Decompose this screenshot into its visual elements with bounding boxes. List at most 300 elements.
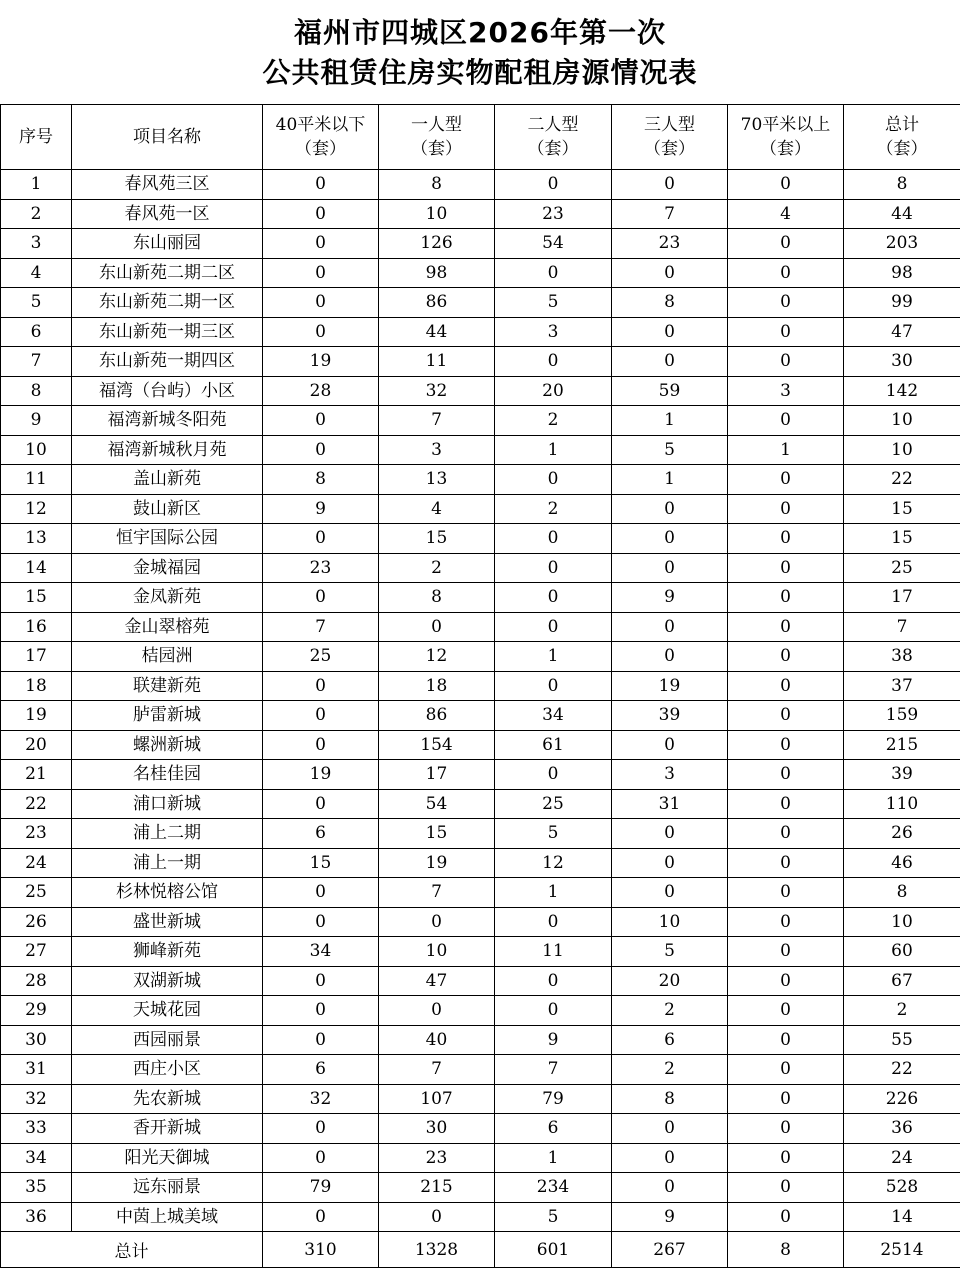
header-over-70: 70平米以上 （套）: [728, 105, 844, 170]
cell-over-70: 0: [728, 1084, 844, 1114]
total-row: [1, 1232, 960, 1268]
cell-project-name: 鼓山新区: [72, 494, 263, 524]
table-row: [1, 524, 960, 554]
cell-under-40: 25: [263, 642, 379, 672]
cell-three-person: 0: [612, 258, 728, 288]
cell-project-name: 香开新城: [72, 1114, 263, 1144]
cell-three-person: 9: [612, 583, 728, 613]
cell-over-70: 0: [728, 170, 844, 200]
cell-three-person: 0: [612, 730, 728, 760]
cell-under-40: 0: [263, 229, 379, 259]
cell-index: 4: [1, 258, 72, 288]
cell-under-40: 0: [263, 406, 379, 436]
table-row: [1, 376, 960, 406]
cell-over-70: 0: [728, 789, 844, 819]
cell-one-person: 4: [379, 494, 495, 524]
cell-one-person: 47: [379, 966, 495, 996]
cell-one-person: 13: [379, 465, 495, 495]
cell-total: 110: [844, 789, 960, 819]
table-row: [1, 642, 960, 672]
cell-one-person: 98: [379, 258, 495, 288]
cell-total: 98: [844, 258, 960, 288]
cell-two-person: 12: [495, 848, 612, 878]
cell-three-person: 0: [612, 1114, 728, 1144]
cell-two-person: 1: [495, 435, 612, 465]
cell-three-person: 20: [612, 966, 728, 996]
cell-over-70: 0: [728, 288, 844, 318]
cell-index: 20: [1, 730, 72, 760]
cell-total: 38: [844, 642, 960, 672]
cell-project-name: 福湾（台屿）小区: [72, 376, 263, 406]
cell-over-70: 3: [728, 376, 844, 406]
cell-over-70: 0: [728, 1055, 844, 1085]
cell-project-name: 浦上二期: [72, 819, 263, 849]
cell-over-70: 0: [728, 317, 844, 347]
cell-total: 67: [844, 966, 960, 996]
cell-three-person: 0: [612, 494, 728, 524]
cell-one-person: 12: [379, 642, 495, 672]
cell-project-name: 中茵上城美域: [72, 1202, 263, 1232]
cell-index: 29: [1, 996, 72, 1026]
cell-total: 22: [844, 465, 960, 495]
cell-three-person: 10: [612, 907, 728, 937]
cell-over-70: 0: [728, 937, 844, 967]
cell-project-name: 盛世新城: [72, 907, 263, 937]
cell-three-person: 19: [612, 671, 728, 701]
cell-project-name: 螺洲新城: [72, 730, 263, 760]
header-index: 序号: [1, 105, 72, 170]
cell-two-person: 2: [495, 406, 612, 436]
cell-index: 10: [1, 435, 72, 465]
cell-over-70: 0: [728, 406, 844, 436]
cell-project-name: 东山丽园: [72, 229, 263, 259]
cell-total: 15: [844, 524, 960, 554]
cell-project-name: 浦上一期: [72, 848, 263, 878]
cell-index: 2: [1, 199, 72, 229]
cell-three-person: 9: [612, 1202, 728, 1232]
table-row: [1, 1055, 960, 1085]
cell-project-name: 阳光天御城: [72, 1143, 263, 1173]
cell-index: 34: [1, 1143, 72, 1173]
cell-one-person: 15: [379, 524, 495, 554]
cell-under-40: 32: [263, 1084, 379, 1114]
cell-total: 226: [844, 1084, 960, 1114]
cell-two-person: 0: [495, 907, 612, 937]
table-row: [1, 435, 960, 465]
cell-project-name: 金山翠榕苑: [72, 612, 263, 642]
cell-under-40: 0: [263, 199, 379, 229]
cell-over-70: 0: [728, 494, 844, 524]
table-row: [1, 553, 960, 583]
cell-under-40: 0: [263, 170, 379, 200]
table-row: [1, 996, 960, 1026]
table-row: [1, 907, 960, 937]
cell-under-40: 0: [263, 583, 379, 613]
cell-over-70: 0: [728, 583, 844, 613]
cell-project-name: 桔园洲: [72, 642, 263, 672]
cell-two-person: 3: [495, 317, 612, 347]
cell-two-person: 5: [495, 288, 612, 318]
cell-three-person: 0: [612, 612, 728, 642]
cell-under-40: 34: [263, 937, 379, 967]
cell-three-person: 0: [612, 347, 728, 377]
cell-one-person: 8: [379, 583, 495, 613]
cell-one-person: 7: [379, 406, 495, 436]
cell-one-person: 0: [379, 907, 495, 937]
cell-total: 25: [844, 553, 960, 583]
cell-three-person: 8: [612, 288, 728, 318]
cell-over-70: 0: [728, 229, 844, 259]
cell-index: 36: [1, 1202, 72, 1232]
header-three-person: 三人型 （套）: [612, 105, 728, 170]
cell-total: 2: [844, 996, 960, 1026]
cell-over-70: 0: [728, 730, 844, 760]
cell-over-70: 0: [728, 878, 844, 908]
cell-under-40: 15: [263, 848, 379, 878]
cell-project-name: 金城福园: [72, 553, 263, 583]
cell-index: 18: [1, 671, 72, 701]
cell-three-person: 3: [612, 760, 728, 790]
cell-one-person: 7: [379, 1055, 495, 1085]
table-row: [1, 760, 960, 790]
cell-over-70: 0: [728, 848, 844, 878]
cell-two-person: 0: [495, 671, 612, 701]
cell-index: 13: [1, 524, 72, 554]
cell-over-70: 0: [728, 1143, 844, 1173]
cell-over-70: 0: [728, 553, 844, 583]
cell-under-40: 8: [263, 465, 379, 495]
cell-under-40: 0: [263, 671, 379, 701]
cell-one-person: 23: [379, 1143, 495, 1173]
header-project-name: 项目名称: [72, 105, 263, 170]
cell-total: 15: [844, 494, 960, 524]
cell-two-person: 34: [495, 701, 612, 731]
cell-one-person: 10: [379, 199, 495, 229]
table-row: [1, 1202, 960, 1232]
cell-three-person: 0: [612, 1173, 728, 1203]
cell-three-person: 5: [612, 435, 728, 465]
cell-over-70: 0: [728, 1114, 844, 1144]
cell-one-person: 8: [379, 170, 495, 200]
table-row: [1, 848, 960, 878]
cell-project-name: 双湖新城: [72, 966, 263, 996]
cell-over-70: 0: [728, 1173, 844, 1203]
cell-project-name: 福湾新城秋月苑: [72, 435, 263, 465]
cell-one-person: 86: [379, 288, 495, 318]
cell-total: 36: [844, 1114, 960, 1144]
cell-over-70: 0: [728, 258, 844, 288]
cell-project-name: 春风苑三区: [72, 170, 263, 200]
cell-total: 46: [844, 848, 960, 878]
cell-one-person: 44: [379, 317, 495, 347]
cell-two-person: 0: [495, 583, 612, 613]
table-row: [1, 583, 960, 613]
cell-total: 10: [844, 406, 960, 436]
cell-total: 44: [844, 199, 960, 229]
table-row: [1, 347, 960, 377]
cell-index: 3: [1, 229, 72, 259]
title-line-1: 福州市四城区2026年第一次: [294, 16, 666, 49]
table-row: [1, 1025, 960, 1055]
cell-three-person: 7: [612, 199, 728, 229]
cell-three-person: 8: [612, 1084, 728, 1114]
cell-one-person: 7: [379, 878, 495, 908]
cell-two-person: 0: [495, 996, 612, 1026]
cell-two-person: 0: [495, 170, 612, 200]
table-row: [1, 1173, 960, 1203]
cell-total: 7: [844, 612, 960, 642]
cell-two-person: 1: [495, 642, 612, 672]
cell-index: 6: [1, 317, 72, 347]
cell-total: 8: [844, 878, 960, 908]
cell-total: 203: [844, 229, 960, 259]
cell-total: 142: [844, 376, 960, 406]
cell-two-person: 54: [495, 229, 612, 259]
cell-index: 25: [1, 878, 72, 908]
cell-under-40: 9: [263, 494, 379, 524]
table-row: [1, 819, 960, 849]
cell-index: 14: [1, 553, 72, 583]
cell-project-name: 浦口新城: [72, 789, 263, 819]
cell-two-person: 1: [495, 878, 612, 908]
cell-index: 11: [1, 465, 72, 495]
title-line-2: 公共租赁住房实物配租房源情况表: [262, 56, 698, 89]
cell-total: 30: [844, 347, 960, 377]
cell-over-70: 0: [728, 907, 844, 937]
cell-three-person: 59: [612, 376, 728, 406]
cell-two-person: 1: [495, 1143, 612, 1173]
cell-under-40: 28: [263, 376, 379, 406]
cell-three-person: 2: [612, 1055, 728, 1085]
cell-index: 9: [1, 406, 72, 436]
cell-over-70: 1: [728, 435, 844, 465]
cell-two-person: 0: [495, 258, 612, 288]
cell-two-person: 25: [495, 789, 612, 819]
cell-index: 31: [1, 1055, 72, 1085]
table-row: [1, 878, 960, 908]
table-body: [1, 170, 960, 1232]
cell-three-person: 1: [612, 465, 728, 495]
cell-over-70: 0: [728, 966, 844, 996]
cell-one-person: 17: [379, 760, 495, 790]
cell-index: 27: [1, 937, 72, 967]
cell-project-name: 东山新苑一期三区: [72, 317, 263, 347]
cell-two-person: 0: [495, 553, 612, 583]
cell-project-name: 西园丽景: [72, 1025, 263, 1055]
cell-over-70: 0: [728, 524, 844, 554]
cell-three-person: 0: [612, 642, 728, 672]
table-row: [1, 229, 960, 259]
cell-two-person: 9: [495, 1025, 612, 1055]
cell-project-name: 胪雷新城: [72, 701, 263, 731]
cell-under-40: 0: [263, 1025, 379, 1055]
table-row: [1, 258, 960, 288]
cell-under-40: 0: [263, 878, 379, 908]
cell-total: 17: [844, 583, 960, 613]
cell-three-person: 0: [612, 848, 728, 878]
cell-under-40: 0: [263, 730, 379, 760]
cell-project-name: 盖山新苑: [72, 465, 263, 495]
cell-under-40: 0: [263, 288, 379, 318]
cell-under-40: 0: [263, 1143, 379, 1173]
cell-under-40: 0: [263, 1114, 379, 1144]
cell-two-person: 5: [495, 819, 612, 849]
table-row: [1, 494, 960, 524]
cell-under-40: 0: [263, 1202, 379, 1232]
cell-project-name: 狮峰新苑: [72, 937, 263, 967]
cell-over-70: 0: [728, 671, 844, 701]
cell-one-person: 215: [379, 1173, 495, 1203]
cell-under-40: 0: [263, 524, 379, 554]
housing-table: [0, 104, 960, 1268]
table-row: [1, 199, 960, 229]
cell-one-person: 0: [379, 996, 495, 1026]
cell-over-70: 0: [728, 701, 844, 731]
cell-two-person: 0: [495, 760, 612, 790]
cell-total: 14: [844, 1202, 960, 1232]
cell-index: 15: [1, 583, 72, 613]
cell-one-person: 19: [379, 848, 495, 878]
header-under-40: 40平米以下 （套）: [263, 105, 379, 170]
cell-total: 24: [844, 1143, 960, 1173]
cell-one-person: 54: [379, 789, 495, 819]
table-row: [1, 1084, 960, 1114]
cell-two-person: 0: [495, 347, 612, 377]
cell-two-person: 23: [495, 199, 612, 229]
cell-index: 16: [1, 612, 72, 642]
cell-total: 99: [844, 288, 960, 318]
table-row: [1, 966, 960, 996]
table-row: [1, 701, 960, 731]
cell-two-person: 7: [495, 1055, 612, 1085]
cell-one-person: 0: [379, 1202, 495, 1232]
cell-over-70: 0: [728, 996, 844, 1026]
cell-index: 26: [1, 907, 72, 937]
cell-project-name: 联建新苑: [72, 671, 263, 701]
cell-project-name: 春风苑一区: [72, 199, 263, 229]
cell-three-person: 0: [612, 170, 728, 200]
table-row: [1, 671, 960, 701]
cell-over-70: 0: [728, 612, 844, 642]
cell-one-person: 86: [379, 701, 495, 731]
cell-index: 30: [1, 1025, 72, 1055]
cell-over-70: 0: [728, 760, 844, 790]
cell-under-40: 0: [263, 701, 379, 731]
table-row: [1, 789, 960, 819]
cell-total: 60: [844, 937, 960, 967]
cell-over-70: 4: [728, 199, 844, 229]
cell-under-40: 6: [263, 1055, 379, 1085]
cell-index: 23: [1, 819, 72, 849]
cell-three-person: 0: [612, 1143, 728, 1173]
cell-project-name: 杉林悦榕公馆: [72, 878, 263, 908]
cell-project-name: 天城花园: [72, 996, 263, 1026]
table-row: [1, 1143, 960, 1173]
cell-two-person: 6: [495, 1114, 612, 1144]
table-row: [1, 170, 960, 200]
cell-three-person: 0: [612, 317, 728, 347]
cell-total: 39: [844, 760, 960, 790]
cell-one-person: 0: [379, 612, 495, 642]
cell-over-70: 0: [728, 1202, 844, 1232]
cell-one-person: 11: [379, 347, 495, 377]
cell-total: 55: [844, 1025, 960, 1055]
cell-under-40: 7: [263, 612, 379, 642]
cell-three-person: 39: [612, 701, 728, 731]
cell-two-person: 61: [495, 730, 612, 760]
cell-under-40: 19: [263, 347, 379, 377]
header-row: [1, 105, 960, 170]
cell-under-40: 0: [263, 435, 379, 465]
cell-over-70: 0: [728, 642, 844, 672]
table-row: [1, 406, 960, 436]
cell-project-name: 西庄小区: [72, 1055, 263, 1085]
cell-three-person: 31: [612, 789, 728, 819]
total-label: 总计: [1, 1232, 263, 1268]
cell-three-person: 1: [612, 406, 728, 436]
cell-one-person: 3: [379, 435, 495, 465]
cell-two-person: 0: [495, 465, 612, 495]
cell-three-person: 0: [612, 819, 728, 849]
header-two-person: 二人型 （套）: [495, 105, 612, 170]
header-total: 总计 （套）: [844, 105, 960, 170]
cell-three-person: 5: [612, 937, 728, 967]
cell-index: 12: [1, 494, 72, 524]
cell-index: 17: [1, 642, 72, 672]
cell-under-40: 0: [263, 789, 379, 819]
table-title: [0, 0, 960, 104]
total-cell: 601: [495, 1232, 612, 1268]
cell-one-person: 30: [379, 1114, 495, 1144]
cell-project-name: 名桂佳园: [72, 760, 263, 790]
total-cell: 2514: [844, 1232, 960, 1268]
cell-one-person: 154: [379, 730, 495, 760]
cell-total: 10: [844, 435, 960, 465]
cell-over-70: 0: [728, 465, 844, 495]
cell-one-person: 32: [379, 376, 495, 406]
cell-three-person: 2: [612, 996, 728, 1026]
cell-under-40: 6: [263, 819, 379, 849]
total-cell: 8: [728, 1232, 844, 1268]
cell-project-name: 东山新苑一期四区: [72, 347, 263, 377]
cell-one-person: 2: [379, 553, 495, 583]
total-cell: 310: [263, 1232, 379, 1268]
cell-project-name: 金凤新苑: [72, 583, 263, 613]
cell-total: 528: [844, 1173, 960, 1203]
cell-under-40: 0: [263, 966, 379, 996]
cell-one-person: 15: [379, 819, 495, 849]
cell-two-person: 2: [495, 494, 612, 524]
cell-index: 8: [1, 376, 72, 406]
cell-project-name: 东山新苑二期二区: [72, 258, 263, 288]
table-row: [1, 317, 960, 347]
cell-one-person: 107: [379, 1084, 495, 1114]
cell-two-person: 5: [495, 1202, 612, 1232]
cell-total: 26: [844, 819, 960, 849]
cell-over-70: 0: [728, 347, 844, 377]
cell-two-person: 79: [495, 1084, 612, 1114]
cell-under-40: 23: [263, 553, 379, 583]
cell-index: 28: [1, 966, 72, 996]
cell-two-person: 234: [495, 1173, 612, 1203]
cell-over-70: 0: [728, 819, 844, 849]
cell-three-person: 0: [612, 524, 728, 554]
cell-project-name: 远东丽景: [72, 1173, 263, 1203]
cell-index: 22: [1, 789, 72, 819]
table-row: [1, 1114, 960, 1144]
cell-under-40: 79: [263, 1173, 379, 1203]
cell-total: 8: [844, 170, 960, 200]
